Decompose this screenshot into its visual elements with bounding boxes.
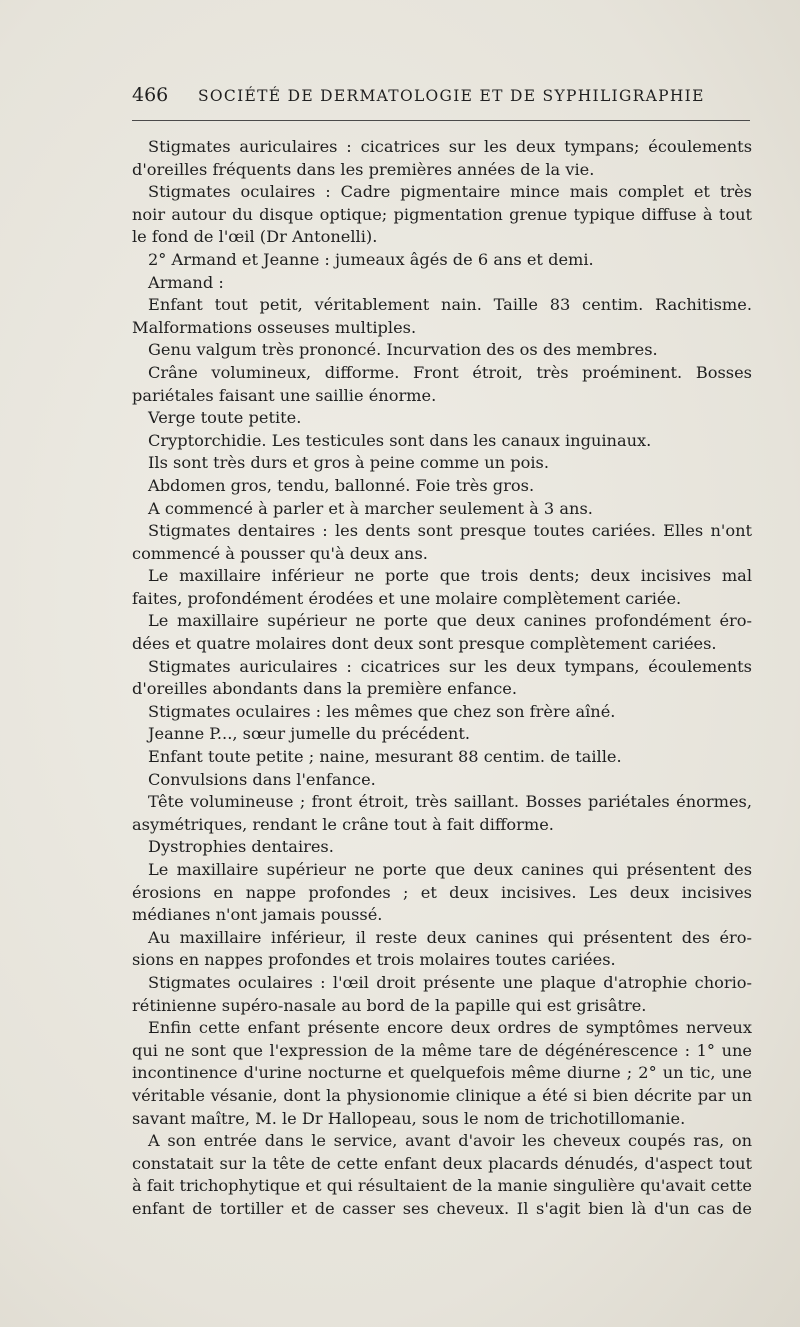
text-line: constatait sur la tête de cette enfant deux placards dénudés, d'aspect tout: [132, 1153, 752, 1173]
text-line: Le maxillaire supérieur ne porte que deux canines qui présentent des: [148, 860, 752, 879]
text-line: Le maxillaire inférieur ne porte que trois dents; deux incisives mal: [148, 566, 752, 586]
text-line: incontinence d'urine nocturne et quelquefois même diurne ; 2° un tic, une: [132, 1063, 752, 1083]
running-title: SOCIÉTÉ DE DERMATOLOGIE ET DE SYPHILIGRAPHIE: [198, 87, 705, 105]
text-line: Enfant toute petite ; naine, mesurant 88 centim. de taille.: [148, 747, 622, 767]
text-line: asymétriques, rendant le crâne tout à fait difforme.: [132, 814, 554, 834]
header-rule: [132, 120, 750, 121]
text-line: A commencé à parler et à marcher seulement à 3 ans.: [148, 498, 593, 518]
text-line: Ils sont très durs et gros à peine comme un pois.: [148, 453, 549, 473]
text-line: véritable vésanie, dont la physionomie clinique a été si bien décrite par un: [132, 1085, 752, 1105]
text-line: Stigmates auriculaires : cicatrices sur les deux tympans, écoulements: [148, 656, 752, 676]
text-line: Crâne volumineux, difforme. Front étroit, très proéminent. Bosses: [148, 362, 752, 382]
text-line: Au maxillaire inférieur, il reste deux canines qui présentent des éro-: [148, 927, 752, 947]
text-line: à fait trichophytique et qui résultaient de la manie singulière qu'avait cette: [132, 1176, 752, 1196]
text-line: érosions en nappe profondes ; et deux incisives. Les deux incisives: [132, 882, 752, 902]
text-line: Cryptorchidie. Les testicules sont dans les canaux inguinaux.: [148, 430, 652, 450]
text-line: pariétales faisant une saillie énorme.: [132, 385, 437, 405]
text-line: Enfant tout petit, véritablement nain. Taille 83 centim. Rachitisme.: [148, 295, 752, 315]
text-line: sions en nappes profondes et trois molaires toutes cariées.: [132, 950, 616, 970]
text-line: Genu valgum très prononcé. Incurvation des os des membres.: [148, 340, 658, 360]
text-line: le fond de l'œil (Dr Antonelli).: [132, 227, 378, 247]
text-line: d'oreilles abondants dans la première enfance.: [132, 679, 517, 699]
text-line: Stigmates dentaires : les dents sont presque toutes cariées. Elles n'ont: [148, 521, 752, 541]
text-line: enfant de tortiller et de casser ses cheveux. Il s'agit bien là d'un cas de: [132, 1198, 752, 1218]
text-line: médianes n'ont jamais poussé.: [132, 905, 383, 925]
text-line: faites, profondément érodées et une molaire complètement cariée.: [132, 588, 682, 608]
text-line: Stigmates auriculaires : cicatrices sur les deux tympans; écoulements: [148, 137, 752, 156]
text-line: Verge toute petite.: [148, 408, 302, 428]
page-number: 466: [132, 84, 169, 106]
text-line: Malformations osseuses multiples.: [132, 317, 417, 337]
text-line: savant maître, M. le Dr Hallopeau, sous le nom de trichotillomanie.: [132, 1108, 686, 1128]
body-text: [132, 136, 752, 1221]
text-line: Tête volumineuse ; front étroit, très saillant. Bosses pariétales énormes,: [148, 792, 752, 812]
text-line: 2° Armand et Jeanne : jumeaux âgés de 6 ans et demi.: [148, 249, 594, 269]
text-line: Convulsions dans l'enfance.: [148, 769, 376, 789]
text-line: d'oreilles fréquents dans les premières années de la vie.: [132, 159, 595, 179]
text-line: dées et quatre molaires dont deux sont presque complètement cariées.: [132, 634, 717, 654]
text-line: A son entrée dans le service, avant d'avoir les cheveux coupés ras, on: [148, 1131, 752, 1151]
text-line: Enfin cette enfant présente encore deux ordres de symptômes nerveux: [148, 1018, 752, 1038]
text-line: Abdomen gros, tendu, ballonné. Foie très gros.: [148, 475, 535, 495]
text-line: Le maxillaire supérieur ne porte que deux canines profondément éro-: [148, 611, 752, 631]
text-line: Stigmates oculaires : l'œil droit présente une plaque d'atrophie chorio-: [148, 972, 752, 992]
text-line: qui ne sont que l'expression de la même tare de dégénérescence : 1° une: [132, 1040, 752, 1060]
text-line: Jeanne P..., sœur jumelle du précédent.: [148, 724, 470, 744]
text-line: Dystrophies dentaires.: [148, 837, 334, 857]
text-line: Stigmates oculaires : Cadre pigmentaire mince mais complet et très: [148, 182, 752, 202]
text-line: rétinienne supéro-nasale au bord de la papille qui est grisâtre.: [132, 995, 647, 1015]
text-line: Stigmates oculaires : les mêmes que chez son frère aîné.: [148, 701, 616, 721]
page-header: [132, 84, 752, 112]
text-line: commencé à pousser qu'à deux ans.: [132, 543, 428, 563]
text-line: noir autour du disque optique; pigmentation grenue typique diffuse à tout: [132, 204, 752, 224]
text-line: Armand :: [148, 272, 224, 292]
